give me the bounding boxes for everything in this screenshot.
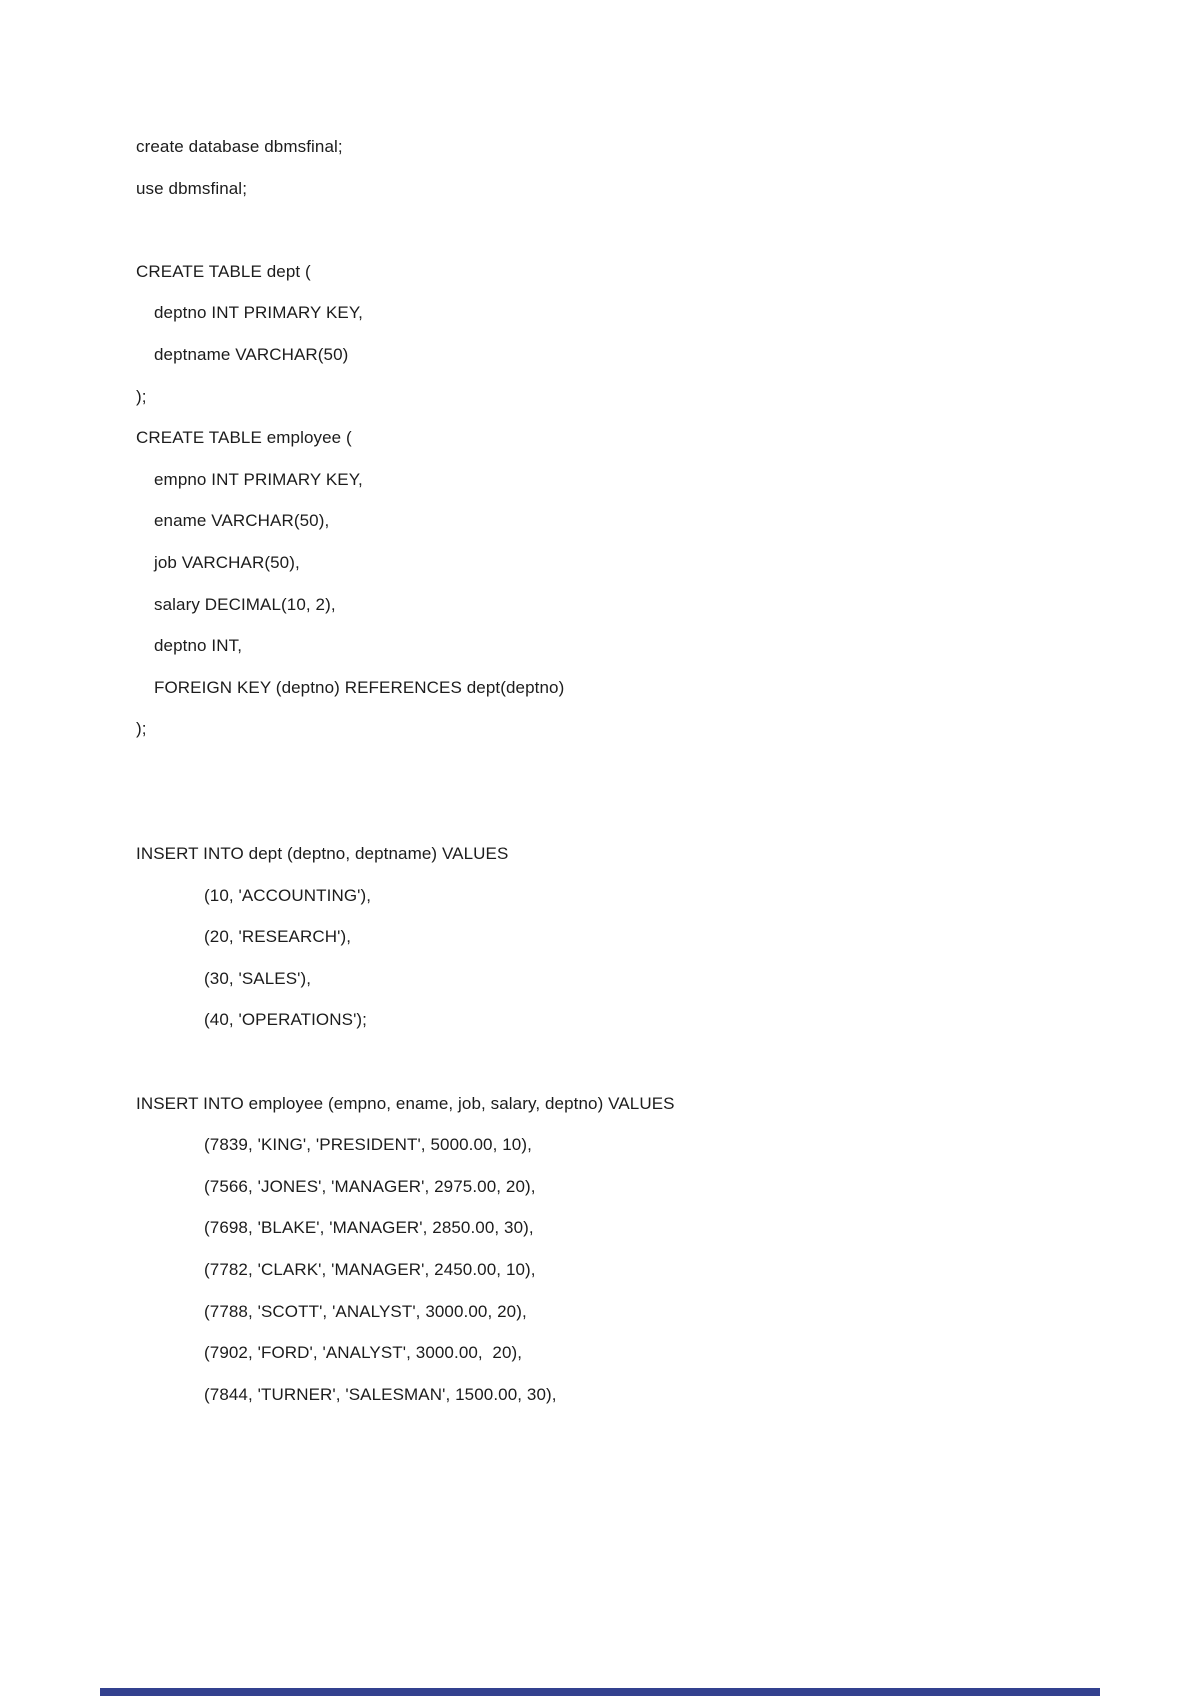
code-line: (10, 'ACCOUNTING'), bbox=[204, 885, 372, 905]
code-line bbox=[136, 792, 1120, 834]
code-line bbox=[136, 209, 1120, 251]
code-line: deptname VARCHAR(50) bbox=[154, 344, 349, 364]
code-line: use dbmsfinal; bbox=[136, 178, 248, 198]
code-line: CREATE TABLE dept ( bbox=[136, 261, 311, 281]
code-line: job VARCHAR(50), bbox=[154, 552, 300, 572]
code-line: (7844, 'TURNER', 'SALESMAN', 1500.00, 30), bbox=[204, 1384, 557, 1404]
code-line: (30, 'SALES'), bbox=[204, 968, 312, 988]
code-line: (7902, 'FORD', 'ANALYST', 3000.00, 20), bbox=[204, 1343, 523, 1363]
code-line: (20, 'RESEARCH'), bbox=[204, 927, 352, 947]
code-line: INSERT INTO dept (deptno, deptname) VALUES bbox=[136, 844, 509, 864]
code-line: deptno INT, bbox=[154, 636, 243, 656]
code-line: ename VARCHAR(50), bbox=[154, 511, 330, 531]
code-line: (7566, 'JONES', 'MANAGER', 2975.00, 20), bbox=[204, 1176, 536, 1196]
footer-rule-bar bbox=[100, 1688, 1100, 1696]
code-line: INSERT INTO employee (empno, ename, job, salary, deptno) VALUES bbox=[136, 1093, 675, 1113]
code-line: (7782, 'CLARK', 'MANAGER', 2450.00, 10), bbox=[204, 1260, 536, 1280]
code-line: (7839, 'KING', 'PRESIDENT', 5000.00, 10), bbox=[204, 1135, 532, 1155]
code-line: deptno INT PRIMARY KEY, bbox=[154, 303, 363, 323]
code-line bbox=[136, 1041, 1120, 1083]
code-line bbox=[136, 750, 1120, 792]
code-line: (7788, 'SCOTT', 'ANALYST', 3000.00, 20), bbox=[204, 1301, 527, 1321]
code-line: create database dbmsfinal; bbox=[136, 137, 343, 156]
code-line: ); bbox=[136, 386, 147, 406]
code-line: (40, 'OPERATIONS'); bbox=[204, 1010, 367, 1030]
code-line: ); bbox=[136, 719, 147, 739]
sql-code-block bbox=[136, 126, 1120, 1415]
code-line: (7698, 'BLAKE', 'MANAGER', 2850.00, 30), bbox=[204, 1218, 534, 1238]
code-line: FOREIGN KEY (deptno) REFERENCES dept(deptno) bbox=[154, 677, 565, 697]
code-line: empno INT PRIMARY KEY, bbox=[154, 469, 363, 489]
code-line: CREATE TABLE employee ( bbox=[136, 428, 352, 448]
code-line: salary DECIMAL(10, 2), bbox=[154, 594, 336, 614]
